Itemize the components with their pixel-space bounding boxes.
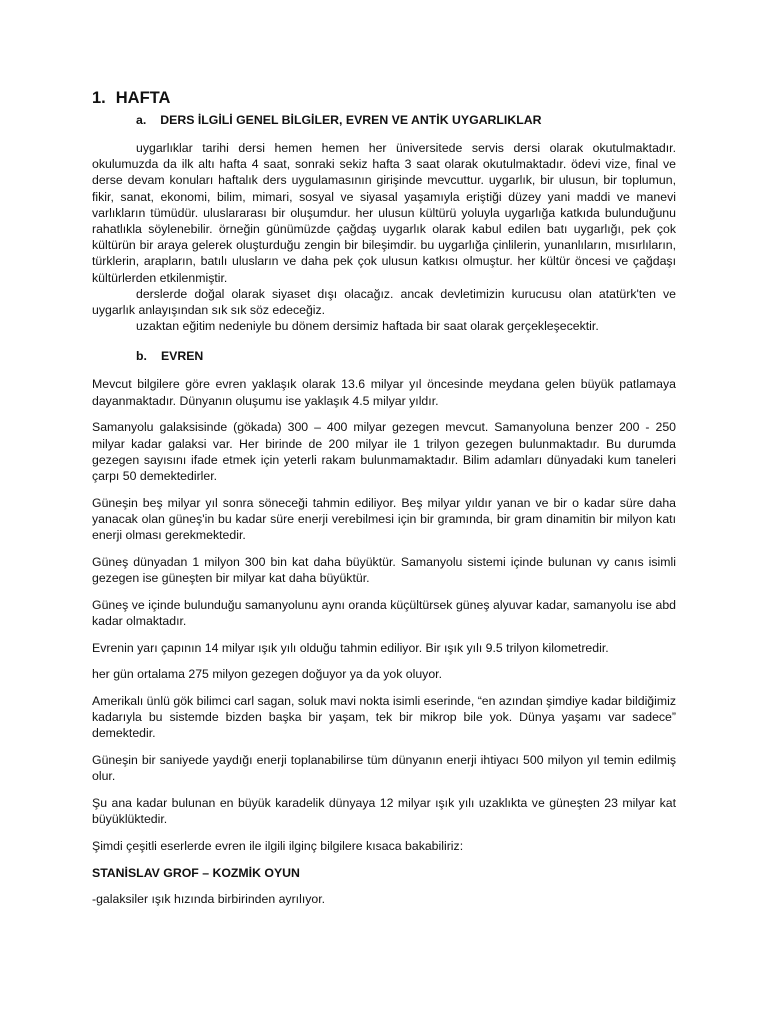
week-heading: [92, 88, 676, 108]
section-b-heading: [92, 348, 676, 364]
interesting-facts-intro: Şimdi çeşitli eserlerde evren ile ilgili ilginç bilgilere kısaca bakabiliriz:: [92, 838, 464, 853]
sun-energy-paragraph: Güneşin bir saniyede yaydığı enerji toplanabilirse tüm dünyanın enerji ihtiyacı 500 milyon yıl temin edilmiş olur.: [92, 753, 676, 784]
carl-sagan-paragraph: Amerikalı ünlü gök bilimci carl sagan, soluk mavi nokta isimli eserinde, “en azından şimdiye kadar bildiğimiz kadarıyla bu sistemde bizden başka bir yaşam, tek bir mikrop bile yok. Dünya yaşamı var sadece” demektedir.: [92, 693, 676, 741]
scale-comparison-paragraph: Güneş ve içinde bulunduğu samanyolunu aynı oranda küçültürsek güneş alyuvar kadar, samanyolu ise abd kadar olmaktadır.: [92, 597, 676, 628]
section-b-title: EVREN: [160, 349, 204, 364]
milky-way-paragraph: Samanyolu galaksisinde (gökada) 300 – 400 milyar gezegen mevcut. Samanyoluna benzer 200 - 250 milyar kadar galaksi var. Her birinde de 200 milyar ile 1 trilyon gezegen bulunmaktadır. Bu durumda gezegen sayısını ifade etmek için yeterli rakam bulunmamaktadır. Bilim adamları dünyadaki kum taneleri çarpı 50 demektedirler.: [92, 420, 676, 483]
galaxies-separating-line: -galaksiler ışık hızında birbirinden ayrılıyor.: [92, 892, 326, 907]
politics-paragraph: derslerde doğal olarak siyaset dışı olacağız. ancak devletimizin kurucusu olan atatürk'ten ve uygarlık anlayışından sık sık söz edeceğiz.: [92, 286, 676, 318]
document-content: [92, 88, 676, 918]
planet-birth-paragraph: her gün ortalama 275 milyon gezegen doğuyor ya da yok oluyor.: [92, 667, 442, 682]
week-heading-number: 1.: [92, 89, 106, 107]
week-heading-title: HAFTA: [115, 89, 171, 107]
universe-radius-paragraph: Evrenin yarı çapının 14 milyar ışık yılı olduğu tahmin ediliyor. Bir ışık yılı 9.5 trilyon kilometredir.: [92, 640, 609, 655]
big-bang-paragraph: Mevcut bilgilere göre evren yaklaşık olarak 13.6 milyar yıl öncesinde meydana gelen büyük patlamaya dayanmaktadır. Dünyanın oluşumu ise yaklaşık 4.5 milyar yıldır.: [92, 377, 676, 408]
civilization-intro-paragraph: uygarlıklar tarihi dersi hemen hemen her üniversitede servis dersi olarak okutulmaktadır. okulumuzda da ilk altı hafta 4 saat, sonraki sekiz hafta 3 saat olarak okutulmaktadır. ödevi vize, final ve derse devam konuları haftalık ders uygulamasının girişinde mevcuttur. uygarlık, bir ulusun, bir toplumun, fikir, sanat, ekonomi, bilim, mimari, sosyal ve siyasal yaşamıyla eriştiği düzey yani maddi ve manevi varlıkların tümüdür. uluslararası bir oluşumdur. her ulusun kültürü yoluyla uygarlığa katkıda bulunduğunu rahatlıkla söylenebilir. örneğin günümüzde çağdaş uygarlık olarak kabul edilen batı uygarlığı, pek çok kültürün bir araya gelerek oluşturduğu zengin bir bileşimdir. bu uygarlığa çinlilerin, yunanlıların, mısırlıların, türklerin, arapların, batılı ulusların ve daha pek çok ulusun katkısı olmuştur. her kültür öncesi ve çağdaşı kültürlerden etkilenmiştir.: [92, 141, 676, 285]
section-b-marker: b.: [136, 349, 147, 364]
sun-lifetime-paragraph: Güneşin beş milyar yıl sonra söneceği tahmin ediliyor. Beş milyar yıldır yanan ve bir o kadar süre daha yanacak olan güneş'in bu kadar süre enerji verebilmesi için bir gramında, bir gram dinamitin bir milyon katı enerji olması gerekmektedir.: [92, 495, 676, 543]
grof-subheading: STANİSLAV GROF – KOZMİK OYUN: [92, 865, 300, 880]
section-a-heading: [92, 112, 676, 128]
distance-education-paragraph: uzaktan eğitim nedeniyle bu dönem dersimiz haftada bir saat olarak gerçekleşecektir.: [136, 319, 599, 334]
sun-size-paragraph: Güneş dünyadan 1 milyon 300 bin kat daha büyüktür. Samanyolu sistemi içinde bulunan vy canıs isimli gezegen ise güneşten bir milyar kat daha büyüktür.: [92, 554, 676, 585]
black-hole-paragraph: Şu ana kadar bulunan en büyük karadelik dünyaya 12 milyar ışık yılı uzaklıkta ve güneşten 23 milyar kat büyüklüktedir.: [92, 796, 676, 827]
section-a-title: DERS İLGİLİ GENEL BİLGİLER, EVREN VE ANTİK UYGARLIKLAR: [160, 113, 542, 127]
section-a-marker: a.: [136, 113, 147, 127]
